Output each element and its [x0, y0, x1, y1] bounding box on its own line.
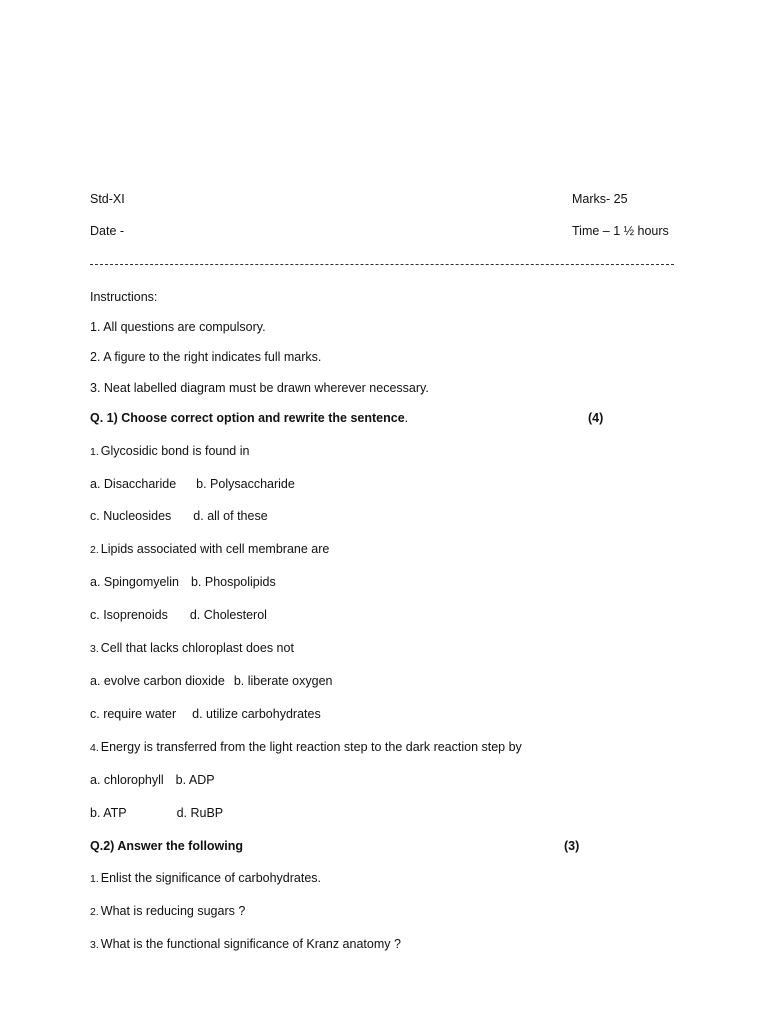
options-row: [90, 772, 215, 788]
options-row: [90, 673, 333, 689]
marks-label: Marks- 25: [572, 192, 628, 206]
option: b. ADP: [175, 773, 215, 787]
question-text: What is reducing sugars ?: [100, 904, 246, 918]
date-label: Date -: [90, 224, 125, 238]
option: a. evolve carbon dioxide: [90, 674, 225, 688]
question-text: What is the functional significance of Kranz anatomy ?: [100, 937, 401, 951]
instruction-item: 2. A figure to the right indicates full marks.: [90, 350, 322, 364]
option: c. Nucleosides: [90, 509, 172, 523]
instruction-item: 3. Neat labelled diagram must be drawn wherever necessary.: [90, 381, 429, 395]
options-row: [90, 476, 295, 492]
option: d. RuBP: [176, 806, 224, 820]
dashed-divider: [90, 264, 674, 265]
q1-heading: [90, 410, 408, 426]
option: c. Isoprenoids: [90, 608, 168, 622]
question-item: [90, 903, 245, 920]
option: b. Polysaccharide: [196, 477, 295, 491]
question-text: Energy is transferred from the light reaction step to the dark reaction step by: [100, 740, 522, 754]
question-item: [90, 541, 329, 558]
question-item: [90, 443, 249, 460]
question-text: Glycosidic bond is found in: [100, 444, 250, 458]
question-number: 3.: [90, 939, 99, 951]
q1-title: Q. 1) Choose correct option and rewrite the sentence: [90, 411, 405, 425]
q2-marks: (3): [564, 839, 580, 853]
question-number: 4.: [90, 742, 99, 754]
question-number: 3.: [90, 643, 99, 655]
option: a. Disaccharide: [90, 477, 177, 491]
option: d. utilize carbohydrates: [192, 707, 321, 721]
options-row: [90, 706, 321, 722]
question-item: [90, 936, 401, 953]
option: d. Cholesterol: [189, 608, 267, 622]
time-label: Time – 1 ½ hours: [572, 224, 669, 238]
question-number: 2.: [90, 906, 99, 918]
question-item: [90, 640, 294, 657]
option: b. ATP: [90, 806, 127, 820]
option: c. require water: [90, 707, 177, 721]
question-text: Lipids associated with cell membrane are: [100, 542, 330, 556]
option: a. chlorophyll: [90, 773, 164, 787]
option: b. liberate oxygen: [233, 674, 333, 688]
question-text: Cell that lacks chloroplast does not: [100, 641, 294, 655]
options-row: [90, 607, 267, 623]
question-item: [90, 870, 321, 887]
q2-title: Q.2) Answer the following: [90, 839, 244, 853]
instructions-title: Instructions:: [90, 290, 158, 304]
question-number: 1.: [90, 873, 99, 885]
std-label: Std-XI: [90, 192, 125, 206]
option: d. all of these: [193, 509, 268, 523]
question-item: [90, 739, 522, 756]
q1-marks: (4): [588, 411, 604, 425]
instruction-item: 1. All questions are compulsory.: [90, 320, 266, 334]
q1-period: .: [404, 411, 409, 425]
options-row: [90, 805, 223, 821]
question-text: Enlist the significance of carbohydrates.: [100, 871, 322, 885]
options-row: [90, 508, 268, 524]
option: b. Phospolipids: [190, 575, 276, 589]
options-row: [90, 574, 276, 590]
question-number: 1.: [90, 446, 99, 458]
question-number: 2.: [90, 544, 99, 556]
option: a. Spingomyelin: [90, 575, 179, 589]
